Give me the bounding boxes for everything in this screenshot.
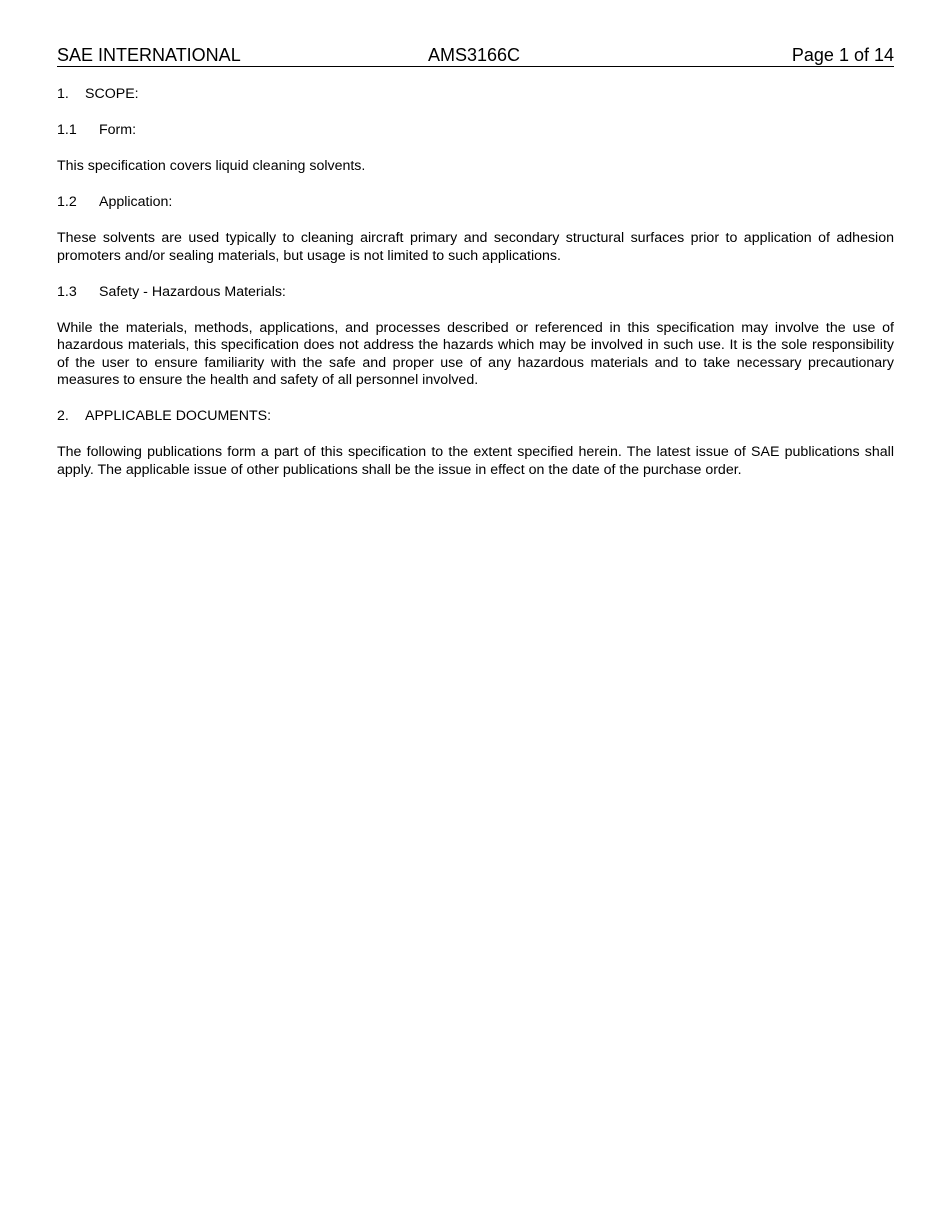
section-heading-applicable-documents	[57, 408, 894, 426]
section-number: 1.1	[57, 122, 77, 138]
section-paragraph-applicable-documents: The following publications form a part of this specification to the extent specified herein. The latest issue of SAE publications shall apply. The applicable issue of other publications shall be the issue in effect on the date of the purchase order.	[57, 444, 894, 478]
section-heading-form	[57, 122, 894, 140]
section-paragraph-application: These solvents are used typically to cleaning aircraft primary and secondary structural surfaces prior to application of adhesion promoters and/or sealing materials, but usage is not limited to such applications.	[57, 230, 894, 264]
section-heading-safety	[57, 284, 894, 302]
section-title: Application:	[99, 194, 173, 210]
page-number: Page 1 of 14	[791, 45, 894, 65]
document-number: AMS3166C	[428, 45, 521, 65]
section-number: 2.	[57, 408, 69, 424]
section-number: 1.2	[57, 194, 77, 210]
section-title: SCOPE:	[85, 86, 139, 102]
section-paragraph-form: This specification covers liquid cleaning solvents.	[57, 158, 366, 174]
section-title: Form:	[99, 122, 137, 138]
document-body	[57, 86, 894, 498]
page-header	[57, 44, 894, 67]
section-heading-application	[57, 194, 894, 212]
section-number: 1.	[57, 86, 69, 102]
section-paragraph-safety: While the materials, methods, applications, and processes described or referenced in this specification may involve the use of hazardous materials, this specification does not address the hazards which may be involved in such use. It is the sole responsibility of the user to ensure familiarity with the safe and proper use of any hazardous materials and to take necessary precautionary measures to ensure the health and safety of all personnel involved.	[57, 319, 894, 388]
section-title: Safety - Hazardous Materials:	[99, 283, 286, 300]
section-heading-scope	[57, 86, 894, 104]
section-number: 1.3	[57, 283, 77, 300]
organization-name: SAE INTERNATIONAL	[57, 45, 241, 65]
section-title: APPLICABLE DOCUMENTS:	[85, 408, 272, 424]
